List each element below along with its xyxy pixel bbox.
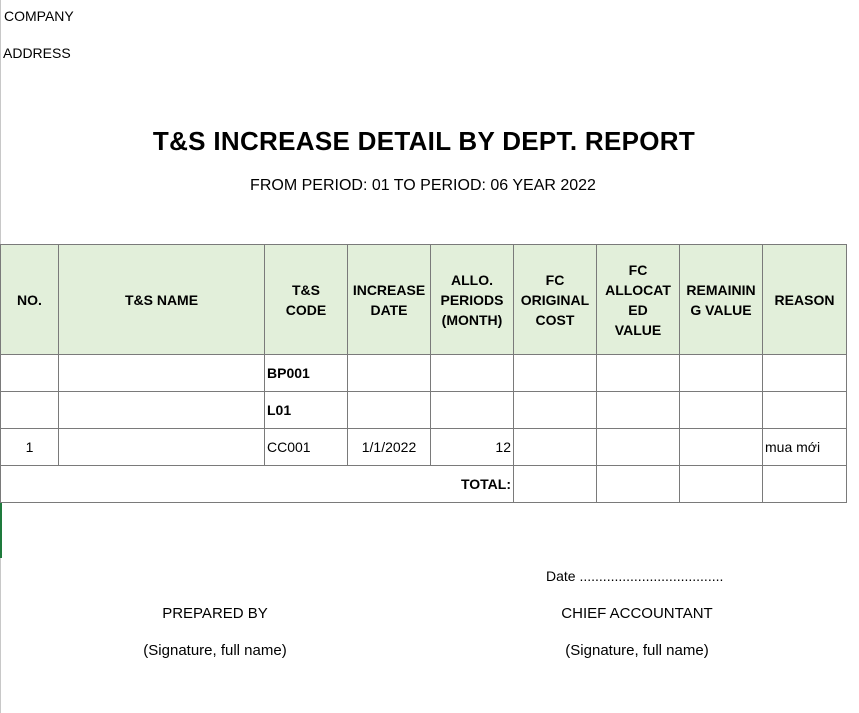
cell-code[interactable]: CC001	[265, 429, 348, 466]
col-header-name[interactable]: T&S NAME	[59, 245, 265, 355]
col-header-reason[interactable]: REASON	[763, 245, 847, 355]
cell-allocated[interactable]	[597, 355, 680, 392]
cell-name[interactable]	[59, 429, 265, 466]
cell-allocated[interactable]	[597, 429, 680, 466]
sheet-selection-marker	[0, 503, 2, 558]
report-title: T&S INCREASE DETAIL BY DEPT. REPORT	[152, 126, 696, 156]
col-header-allocated-value[interactable]: FC ALLOCAT ED VALUE	[597, 245, 680, 355]
prepared-by-label: PREPARED BY	[162, 605, 268, 622]
cell-original-cost[interactable]	[514, 355, 597, 392]
cell-periods[interactable]: 12	[431, 429, 514, 466]
cell-original-cost[interactable]	[514, 429, 597, 466]
col-header-increase-date[interactable]: INCREASE DATE	[348, 245, 431, 355]
cell-original-cost[interactable]	[514, 392, 597, 429]
cell-name[interactable]	[59, 392, 265, 429]
report-period: FROM PERIOD: 01 TO PERIOD: 06 YEAR 2022	[250, 177, 596, 194]
cell-reason[interactable]	[763, 392, 847, 429]
chief-accountant-label: CHIEF ACCOUNTANT	[561, 605, 713, 622]
cell-periods[interactable]	[431, 392, 514, 429]
total-remaining[interactable]	[680, 466, 763, 503]
report-table	[0, 244, 847, 503]
address-label: ADDRESS	[3, 45, 71, 61]
cell-allocated[interactable]	[597, 392, 680, 429]
col-header-no[interactable]: NO.	[1, 245, 59, 355]
table-row	[1, 429, 847, 466]
cell-increase-date[interactable]: 1/1/2022	[348, 429, 431, 466]
cell-group-code[interactable]: BP001	[265, 355, 348, 392]
group-row	[1, 355, 847, 392]
col-header-periods[interactable]: ALLO. PERIODS (MONTH)	[431, 245, 514, 355]
col-header-remaining-value[interactable]: REMAININ G VALUE	[680, 245, 763, 355]
cell-remaining[interactable]	[680, 355, 763, 392]
total-label: TOTAL:	[1, 466, 514, 503]
cell-increase-date[interactable]	[348, 392, 431, 429]
chief-accountant-signature-note: (Signature, full name)	[565, 642, 709, 659]
cell-group-code[interactable]: L01	[265, 392, 348, 429]
total-reason[interactable]	[763, 466, 847, 503]
total-allocated[interactable]	[597, 466, 680, 503]
date-line: Date .....................................	[546, 568, 724, 584]
col-header-original-cost[interactable]: FC ORIGINAL COST	[514, 245, 597, 355]
company-label: COMPANY	[4, 8, 74, 24]
cell-no[interactable]: 1	[1, 429, 59, 466]
col-header-code[interactable]: T&S CODE	[265, 245, 348, 355]
cell-name[interactable]	[59, 355, 265, 392]
prepared-by-signature-note: (Signature, full name)	[143, 642, 287, 659]
table-header-row	[1, 245, 847, 355]
cell-remaining[interactable]	[680, 392, 763, 429]
cell-no[interactable]	[1, 392, 59, 429]
cell-remaining[interactable]	[680, 429, 763, 466]
cell-periods[interactable]	[431, 355, 514, 392]
group-row	[1, 392, 847, 429]
cell-no[interactable]	[1, 355, 59, 392]
total-row	[1, 466, 847, 503]
total-original-cost[interactable]	[514, 466, 597, 503]
cell-reason[interactable]: mua mới	[763, 429, 847, 466]
cell-reason[interactable]	[763, 355, 847, 392]
cell-increase-date[interactable]	[348, 355, 431, 392]
